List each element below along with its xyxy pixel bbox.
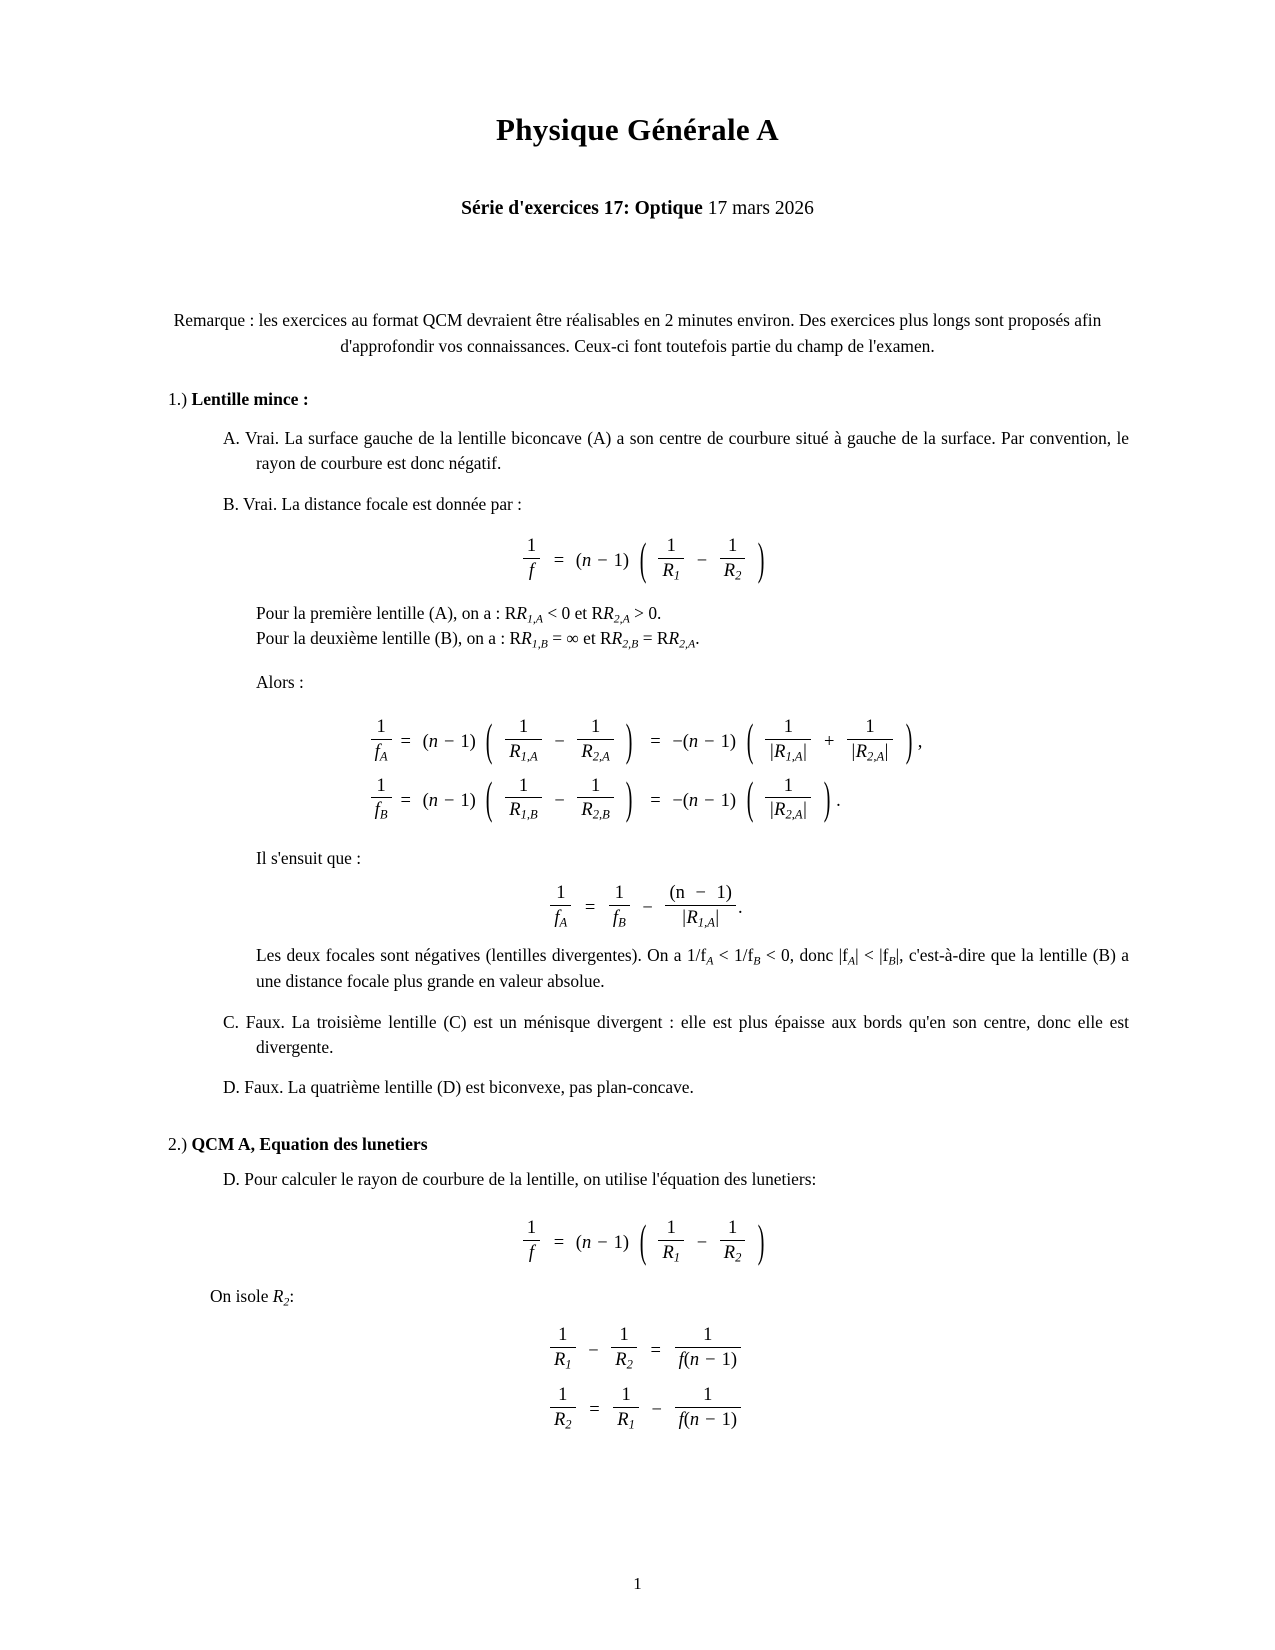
section-1-title: Lentille mince : [191, 389, 309, 410]
item-d [223, 1075, 1135, 1100]
page-number: 1 [633, 1574, 642, 1593]
conclusion-part-3: < 0, donc |f [760, 945, 848, 966]
equation-lunetiers: $\frac{1}{f}$ = (n − 1) ( $\frac{1}{R_1}$ − $\frac{1}{R_2}$ ) [156, 1218, 1135, 1264]
equation-isolate-step-1: $\frac{1}{R_1}$ − $\frac{1}{R_2}$ = $\frac{1}{f(n - 1)}$ [156, 1325, 1135, 1371]
subtitle-series-label: Série d'exercices 17: Optique [461, 198, 703, 219]
item-c-text: Faux. La troisième lentille (C) est un ménisque divergent : elle est plus épaisse aux bords qu'en son centre, donc elle est divergente. [245, 1012, 1129, 1057]
item-2d-text: Pour calculer le rayon de courbure de la lentille, on utilise l'équation des lunetiers: [244, 1169, 817, 1190]
item-b-label: B. [223, 493, 239, 514]
equation-system-fa-fb [369, 711, 923, 828]
item-a [223, 426, 1135, 475]
item-2d-label: D. [223, 1169, 240, 1190]
subtitle-date: 17 mars 2026 [707, 198, 814, 219]
on-isole-suffix: : [289, 1286, 295, 1307]
section-1-items [156, 426, 1135, 1100]
conclusion-paragraph: Les deux focales sont négatives (lentilles divergentes). On a $1/f_A < 1/f_B < 0$, donc $|f_A| < |f_B|$, c'est-à-dire que la lentille (B) a une distance focale plus grande en valeur absolue. [256, 945, 1130, 992]
section-2-heading [168, 1134, 1135, 1155]
equation-lensmaker: $\frac{1}{f}$ = (n − 1) ( $\frac{1}{R_1}$ − $\frac{1}{R_2}$ ) [156, 536, 1135, 582]
equation-isolate-r2 [156, 1325, 1135, 1431]
item-b [223, 492, 1135, 517]
item-c-label: C. [223, 1012, 239, 1033]
equation-fa-fb-relation: $\frac{1}{f_A}$ = $\frac{1}{f_B}$ − $\frac{(n - 1)}{|R_{1,A}|}$ . [156, 883, 1135, 929]
conclusion-part-4: | < |f [855, 945, 889, 966]
lens-a-prefix: Pour la première lentille (A), on a : R [256, 602, 517, 623]
lens-a-mid: < 0 et R [543, 602, 604, 623]
line-lens-a-signs: Pour la première lentille (A), on a : $RR_{1,A} < 0$ et $RR_{2,A} > 0$. [256, 602, 662, 625]
conclusion-part-1: Les deux focales sont négatives (lentilles divergentes). On a 1/f [256, 945, 707, 966]
lens-b-mid: = ∞ et R [547, 628, 612, 649]
remark-paragraph: Remarque : les exercices au format QCM devraient être réalisables en 2 minutes environ. Des exercices plus longs sont proposés afin d'approfondir vos connaissances. Ceux-ci font toutefois partie du champ de l'examen. [173, 310, 1102, 356]
page-content [140, 0, 1135, 1431]
item-d-text: Faux. La quatrième lentille (D) est biconvexe, pas plan-concave. [244, 1077, 694, 1098]
label-il-sensuit: Il s'ensuit que : [256, 847, 362, 868]
item-a-text: Vrai. La surface gauche de la lentille biconcave (A) a son centre de courbure situé à gauche de la surface. Par convention, le rayon de courbure est donc négatif. [244, 428, 1129, 473]
item-d-label: D. [223, 1077, 240, 1098]
lens-a-suffix: > 0. [629, 602, 662, 623]
section-1-heading [168, 389, 1135, 410]
item-2d [223, 1167, 1135, 1192]
lens-b-period: . [695, 628, 700, 649]
label-on-isole: On isole $R_2$: [210, 1286, 295, 1309]
section-2-title: QCM A, Equation des lunetiers [191, 1134, 428, 1155]
equation-fa-row: $\frac{1}{f_A}$ = (n − 1) ( $\frac{1}{R_{1,A}}$ − $\frac{1}{R_{2,A}}$ ) = −(n − 1) ( $\frac{1}{|R_{1,A}|}$ + $\frac{1}{|R_{2,A}|}$ ) , [369, 711, 923, 769]
item-c [223, 1010, 1135, 1059]
equation-isolate-step-2: $\frac{1}{R_2}$ = $\frac{1}{R_1}$ − $\frac{1}{f(n - 1)}$ [156, 1385, 1135, 1431]
page-title: Physique Générale A [496, 112, 779, 147]
lens-b-tail: = R [638, 628, 669, 649]
section-2-number: 2.) [168, 1134, 188, 1155]
section-2 [140, 1134, 1135, 1431]
document-subtitle [140, 148, 1135, 220]
item-a-label: A. [223, 428, 240, 449]
conclusion-part-2: < 1/f [713, 945, 754, 966]
line-lens-b-signs: Pour la deuxième lentille (B), on a : $RR_{1,B}$ = ∞ et $RR_{2,B} = RR_{2,A}$. [256, 628, 700, 651]
label-alors: Alors : [256, 672, 304, 693]
conclusion-part-5: |, c'est-à-dire que la lentille (B) a une distance focale plus grande en valeur absolue. [256, 945, 1130, 992]
section-1-number: 1.) [168, 389, 188, 410]
equation-fb-row: $\frac{1}{f_B}$ = (n − 1) ( $\frac{1}{R_{1,B}}$ − $\frac{1}{R_{2,B}}$ ) = −(n − 1) ( $\frac{1}{|R_{2,A}|}$ ) . [369, 770, 923, 828]
section-1 [140, 389, 1135, 1100]
lens-b-prefix: Pour la deuxième lentille (B), on a : R [256, 628, 522, 649]
on-isole-prefix: On isole [210, 1286, 273, 1307]
item-b-text: Vrai. La distance focale est donnée par : [243, 493, 523, 514]
